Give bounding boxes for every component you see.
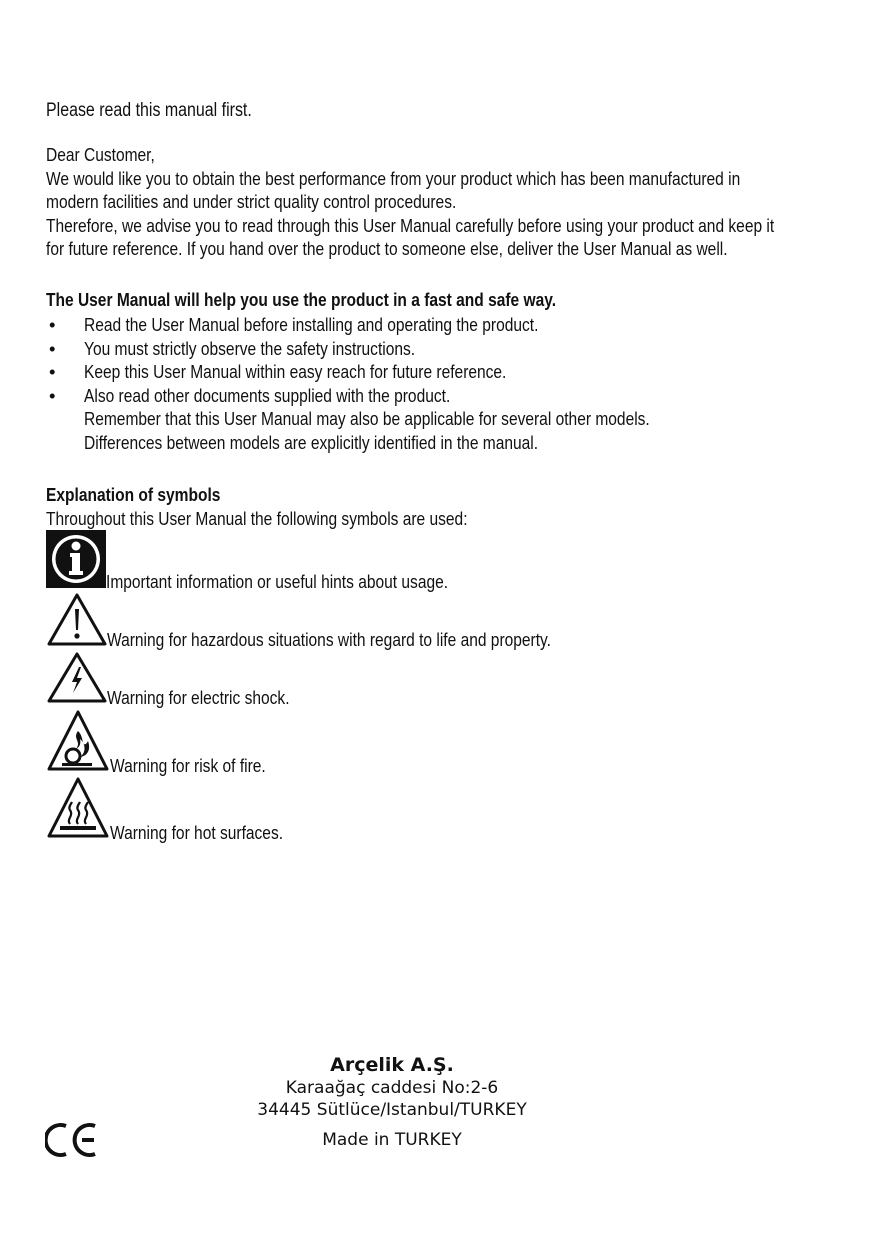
note-text: Remember that this User Manual may also be applicable for several other models. [84, 408, 650, 429]
list-item [46, 313, 758, 337]
help-heading [46, 289, 653, 311]
intro-line: modern facilities and under strict quality control procedures. [46, 191, 457, 212]
list-item-text: Also read other documents supplied with the product. [84, 384, 451, 406]
help-heading-text: The User Manual will help you use the product in a fast and safe way. [46, 289, 557, 310]
list-item-text: Keep this User Manual within easy reach for future reference. [84, 361, 507, 382]
company-name: Arçelik A.Ş. [330, 1054, 454, 1076]
bullet: • [49, 314, 56, 335]
ce-mark-icon [45, 1120, 101, 1160]
intro-line: Dear Customer, [46, 144, 155, 165]
list-item [46, 384, 758, 455]
intro-line: for future reference. If you hand over the product to someone else, deliver the User Manual as well. [46, 238, 728, 259]
symbol-label-text: Warning for electric shock. [107, 687, 290, 708]
intro-paragraph [46, 143, 872, 167]
symbols-heading-text: Explanation of symbols [46, 484, 221, 505]
list-item-text: Read the User Manual before installing and operating the product. [84, 314, 539, 335]
list-item [46, 360, 758, 384]
electric-shock-icon [46, 651, 108, 705]
symbol-label [107, 629, 636, 651]
symbol-label-text: Important information or useful hints about usage. [106, 571, 449, 592]
info-icon [46, 530, 106, 588]
hot-surface-icon [46, 776, 110, 840]
note-text: Differences between models are explicitly identified in the manual. [84, 431, 539, 453]
symbol-label-text: Warning for hot surfaces. [110, 822, 284, 843]
intro-paragraph [46, 190, 872, 214]
help-list [46, 313, 758, 454]
address-line: Karaağaç caddesi No:2-6 [285, 1078, 499, 1098]
bullet: • [49, 337, 56, 359]
symbol-label [110, 755, 295, 777]
list-item [46, 337, 758, 361]
intro-line: We would like you to obtain the best performance from your product which has been manufactured in [46, 167, 741, 189]
intro-paragraph [46, 237, 872, 261]
warning-triangle-icon [46, 592, 108, 648]
symbol-label-text: Warning for risk of fire. [110, 755, 266, 776]
symbol-label [107, 687, 324, 709]
list-item-text: You must strictly observe the safety instructions. [84, 337, 416, 359]
intro-paragraph [46, 167, 872, 191]
intro-heading-text: Please read this manual first. [46, 100, 252, 121]
address-line: 34445 Sütlüce/Istanbul/TURKEY [257, 1100, 527, 1120]
made-in-text: Made in TURKEY [322, 1130, 462, 1150]
note-line [84, 431, 758, 455]
note-line [84, 407, 758, 431]
fire-hazard-icon [46, 709, 110, 773]
symbol-label [110, 822, 316, 844]
bullet: • [49, 384, 56, 406]
symbols-intro-text: Throughout this User Manual the following symbols are used: [46, 508, 468, 529]
intro-paragraph [46, 214, 872, 238]
symbols-intro [46, 508, 548, 530]
symbol-label-text: Warning for hazardous situations with regard to life and property. [107, 629, 551, 650]
bullet: • [49, 361, 56, 382]
intro-heading [46, 100, 291, 122]
symbols-heading [46, 484, 254, 506]
intro-line: Therefore, we advise you to read through this User Manual carefully before using your product and keep it [46, 214, 775, 236]
intro-body [46, 143, 872, 261]
symbol-label [106, 571, 513, 593]
